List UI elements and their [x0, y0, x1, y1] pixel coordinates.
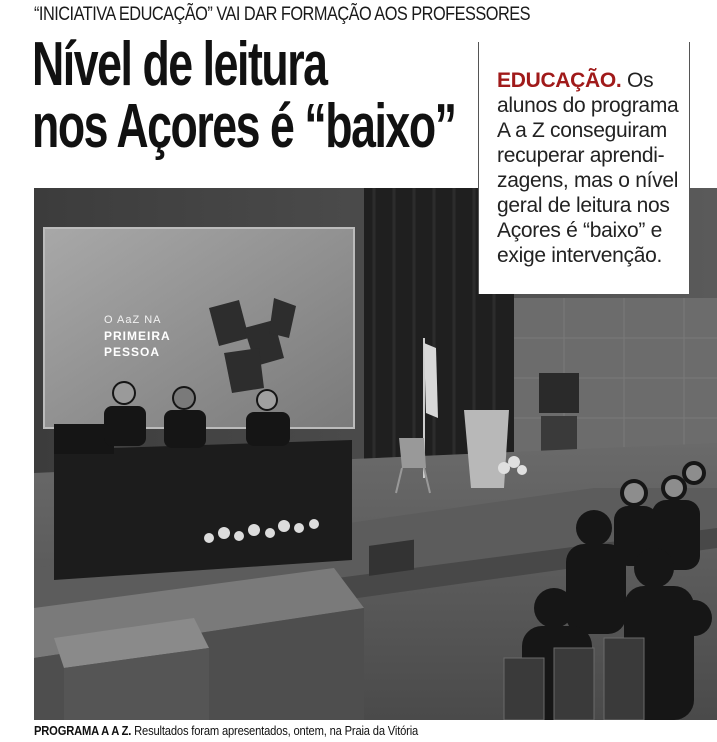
- summary-lead: EDUCAÇÃO.: [497, 69, 622, 92]
- article-headline: [32, 30, 456, 161]
- summary-text: Os alunos do programa A a Z conseguiram recuperar aprendi-zagens, mas o nível geral de leitura nos Açores é “baixo” e exige intervenção.: [497, 69, 679, 267]
- caption-text: Resultados foram apresentados, ontem, na Praia da Vitória: [134, 723, 419, 738]
- headline-line-1: Nível de leitura: [32, 30, 327, 99]
- caption-lead: PROGRAMA A A Z.: [34, 723, 132, 738]
- screen-line-3: PESSOA: [104, 345, 161, 359]
- screen-line-1: O AaZ NA: [104, 314, 162, 326]
- summary-box: [478, 42, 690, 294]
- summary-paragraph: [497, 68, 689, 268]
- screen-line-2: PRIMEIRA: [104, 329, 171, 343]
- photo-caption: [34, 723, 418, 738]
- article-kicker: “INICIATIVA EDUCAÇÃO” VAI DAR FORMAÇÃO AOS PROFESSORES: [34, 4, 531, 25]
- headline-line-2: nos Açores é “baixo”: [32, 92, 456, 161]
